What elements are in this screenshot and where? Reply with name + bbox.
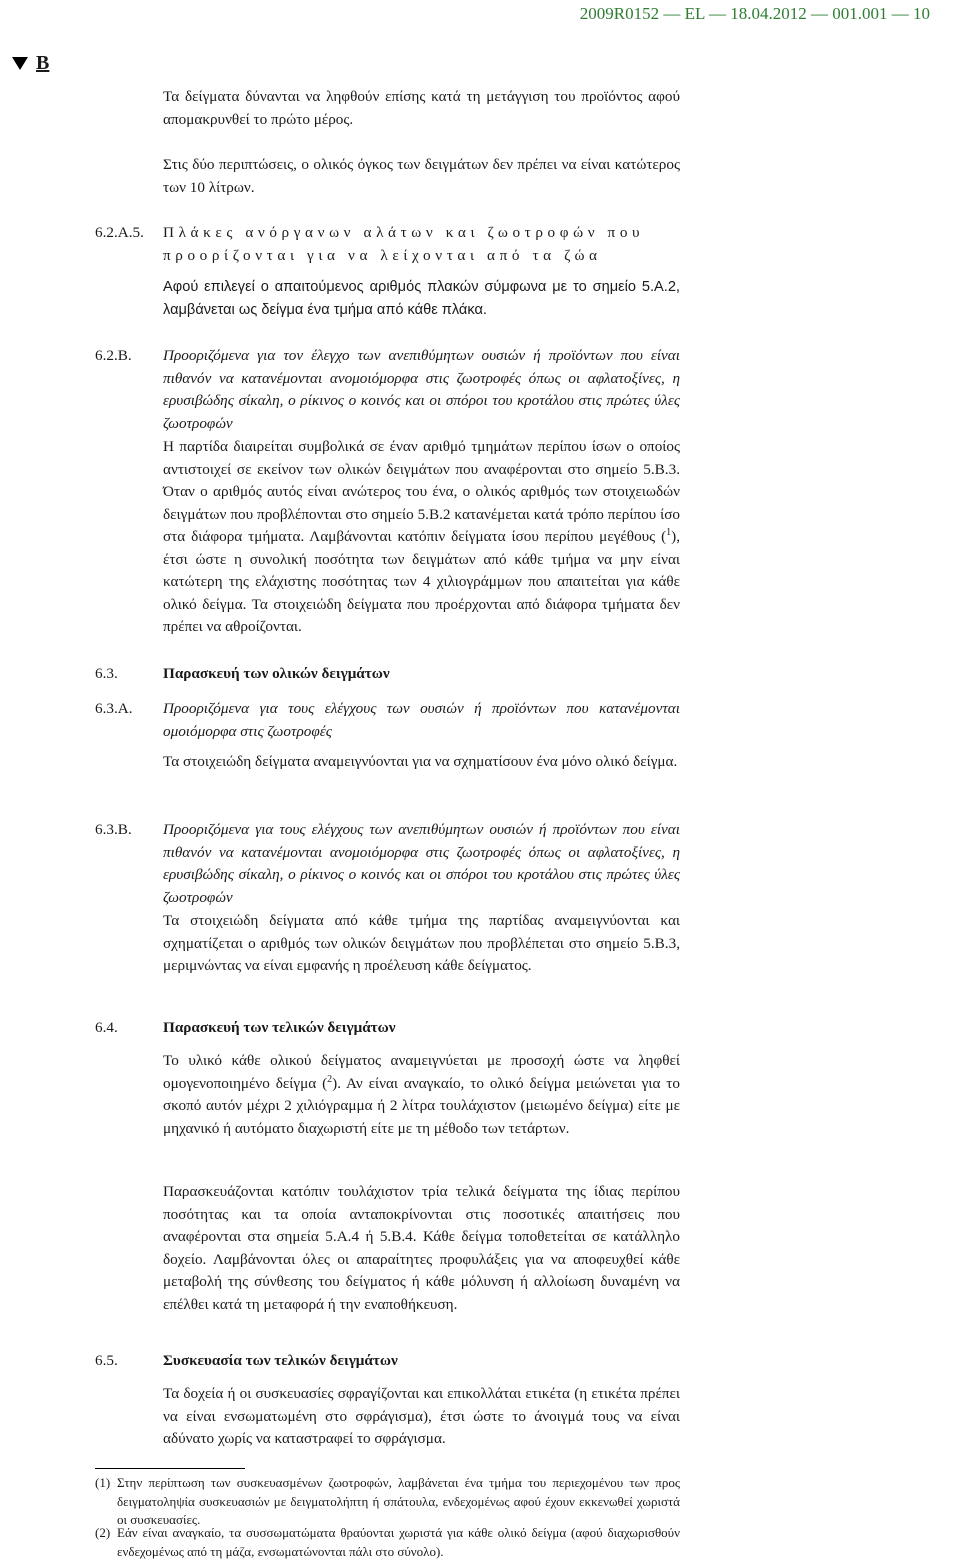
amendment-marker-letter: B <box>36 52 50 74</box>
footnote-label: (2) <box>95 1525 111 1540</box>
paragraph: Τα στοιχειώδη δείγματα αναμειγνύονται για να σχηματίσουν ένα μόνο ολικό δείγμα. <box>163 753 678 770</box>
paragraph-text: ). Αν είναι αναγκαίο, το ολικό δείγμα μειώνεται για το σκοπό αυτόν μέχρι 2 χιλιόγραμμα ή 2 λίτρα τουλάχιστον (μειωμένο δείγμα) είτε με μηχανικό ή αυτόματο διαχωριστή είτε με τη μέθοδο των τετάρτων. <box>163 1074 680 1137</box>
paragraph: Τα δείγματα δύνανται να ληφθούν επίσης κατά τη μετάγγιση του προϊόντος αφού απομακρυνθεί το πρώτο μέρος. <box>163 88 680 128</box>
section-number: 6.4. <box>95 1019 118 1036</box>
footnote-label: (1) <box>95 1475 111 1490</box>
paragraph: Τα δοχεία ή οι συσκευασίες σφραγίζονται και επικολλάται ετικέτα (η ετικέτα πρέπει να είναι ενσωματωμένη στο σφράγισμα), έτσι ώστε το άνοιγμά τους να είναι αδύνατο χωρίς να καταστραφεί το σφράγισμα. <box>163 1385 680 1447</box>
paragraph: Αφού επιλεγεί ο απαιτούμενος αριθμός πλακών σύμφωνα με το σημείο 5.A.2, λαμβάνεται ως δείγμα ένα τμήμα από κάθε πλάκα. <box>163 279 680 318</box>
paragraph: Παρασκευάζονται κατόπιν τουλάχιστον τρία τελικά δείγματα της ίδιας περίπου ποσότητας και τα οποία ανταποκρίνονται στις ποσοτικές απαιτήσεις που αναφέρονται στα σημεία 5.A.4 ή 5.B.4. Κάθε δείγμα τοποθετείται σε κατάλληλο δοχείο. Λαμβάνονται όλες οι απαραίτητες προφυλάξεις για να αποφευχθεί κάθε μεταβολή της σύνθεσης του δείγματος ή κάθε μόλυνση ή αλλοίωση δυναμένη να επέλθει κατά τη μεταφορά ή την εναποθήκευση. <box>163 1183 680 1313</box>
footnote <box>95 1524 680 1561</box>
footnote-text: Εάν είναι αναγκαίο, τα συσσωματώματα θραύονται χωριστά για κάθε ολικό δείγμα (αφού διαχωρισθούν ενδεχομένως από τη μάζα, ενσωματώνονται πάλι στο σύνολο). <box>117 1525 680 1559</box>
triangle-down-icon <box>12 57 28 70</box>
footnote-text: Στην περίπτωση των συσκευασμένων ζωοτροφών, λαμβάνεται ένα τμήμα του περιεχομένου των προς δειγματοληψία συσκευασιών με δειγματολήπτη ή σπάτουλα, ενδεχομένως αφού έχουν εκκενωθεί χωριστά οι συσκευασίες. <box>117 1475 680 1527</box>
footnote-ref[interactable]: 1 <box>666 526 672 538</box>
section-number: 6.3.A. <box>95 700 133 717</box>
footnote-divider <box>95 1468 245 1469</box>
section-title: Προοριζόμενα για τους ελέγχους των ουσιών ή προϊόντων που κατανέμονται ομοιόμορφα στις ζωοτροφές <box>163 700 680 740</box>
section-number: 6.5. <box>95 1352 118 1369</box>
paragraph <box>163 1050 680 1140</box>
paragraph: Τα στοιχειώδη δείγματα από κάθε τμήμα της παρτίδας αναμειγνύονται και σχηματίζεται ο αριθμός των ολικών δειγμάτων που προβλέπεται στο σημείο 5.B.3, μεριμνώντας να είναι εμφανής η προέλευση κάθε δείγματος. <box>163 912 680 974</box>
paragraph: Στις δύο περιπτώσεις, ο ολικός όγκος των δειγμάτων δεν πρέπει να είναι κατώτερος των 10 λίτρων. <box>163 156 680 196</box>
paragraph-text: ), έτσι ώστε η συνολική ποσότητα των δειγμάτων από κάθε τμήμα να μην είναι κατώτερη της ελάχιστης ποσότητας των 4 χιλιογράμμων που απαιτείται για κάθε ολικό δείγμα. Τα στοιχειώδη δείγματα που προέρχονται από διάφορα τμήματα δεν πρέπει να αθροίζονται. <box>163 528 680 635</box>
paragraph-text: Το υλικό κάθε ολικού δείγματος αναμειγνύεται με προσοχή ώστε να ληφθεί ομογενοποιημένο δείγμα ( <box>163 1052 680 1092</box>
section-number: 6.2.A.5. <box>95 224 144 241</box>
section-title: Προοριζόμενα για τον έλεγχο των ανεπιθύμητων ουσιών ή προϊόντων που είναι πιθανόν να κατανέμονται ανομοιόμορφα στις ζωοτροφές όπως οι αφλατοξίνες, η ερυσιβώδης σίκαλη, ο ρίκινος ο κοινός και οι σπόροι του κροτάλου στις πρώτες ύλες ζωοτροφών <box>163 347 680 432</box>
section-number: 6.3. <box>95 665 118 682</box>
section-number: 6.2.B. <box>95 347 132 364</box>
footnote-ref[interactable]: 2 <box>327 1073 333 1085</box>
amendment-marker <box>12 52 49 75</box>
section-title: Παρασκευή των τελικών δειγμάτων <box>163 1019 396 1036</box>
section-title: Πλάκες ανόργανων αλάτων και ζωοτροφών που προορίζονται για να λείχονται από τα ζώα <box>163 224 645 264</box>
section-title: Προοριζόμενα για τους ελέγχους των ανεπιθύμητων ουσιών ή προϊόντων που είναι πιθανόν να κατανέμονται ανομοιόμορφα στις ζωοτροφές όπως οι αφλατοξίνες, η ερυσιβώδης σίκαλη, ο ρίκινος ο κοινός και οι σπόροι του κροτάλου στις πρώτες ύλες ζωοτροφών <box>163 821 680 906</box>
section-number: 6.3.B. <box>95 821 132 838</box>
section-title: Παρασκευή των ολικών δειγμάτων <box>163 665 390 682</box>
document-header: 2009R0152 — EL — 18.04.2012 — 001.001 — 10 <box>579 4 930 23</box>
paragraph <box>163 436 680 639</box>
section-title: Συσκευασία των τελικών δειγμάτων <box>163 1352 398 1369</box>
paragraph-text: Η παρτίδα διαιρείται συμβολικά σε έναν αριθμό τμημάτων περίπου ίσων ο οποίος αντιστοιχεί σε εκείνον των ολικών δειγμάτων που αναφέρονται στο σημείο 5.B.3. Όταν ο αριθμός αυτός είναι ανώτερος του ένα, ο ολικός αριθμός των στοιχειωδών δειγμάτων που προβλέπονται στο σημείο 5.B.2 κατανέμεται κατά τρόπο περίπου ίσο στα διάφορα τμήματα. Λαμβάνονται κατόπιν δείγματα ίσου περίπου μεγέθους ( <box>163 438 680 545</box>
